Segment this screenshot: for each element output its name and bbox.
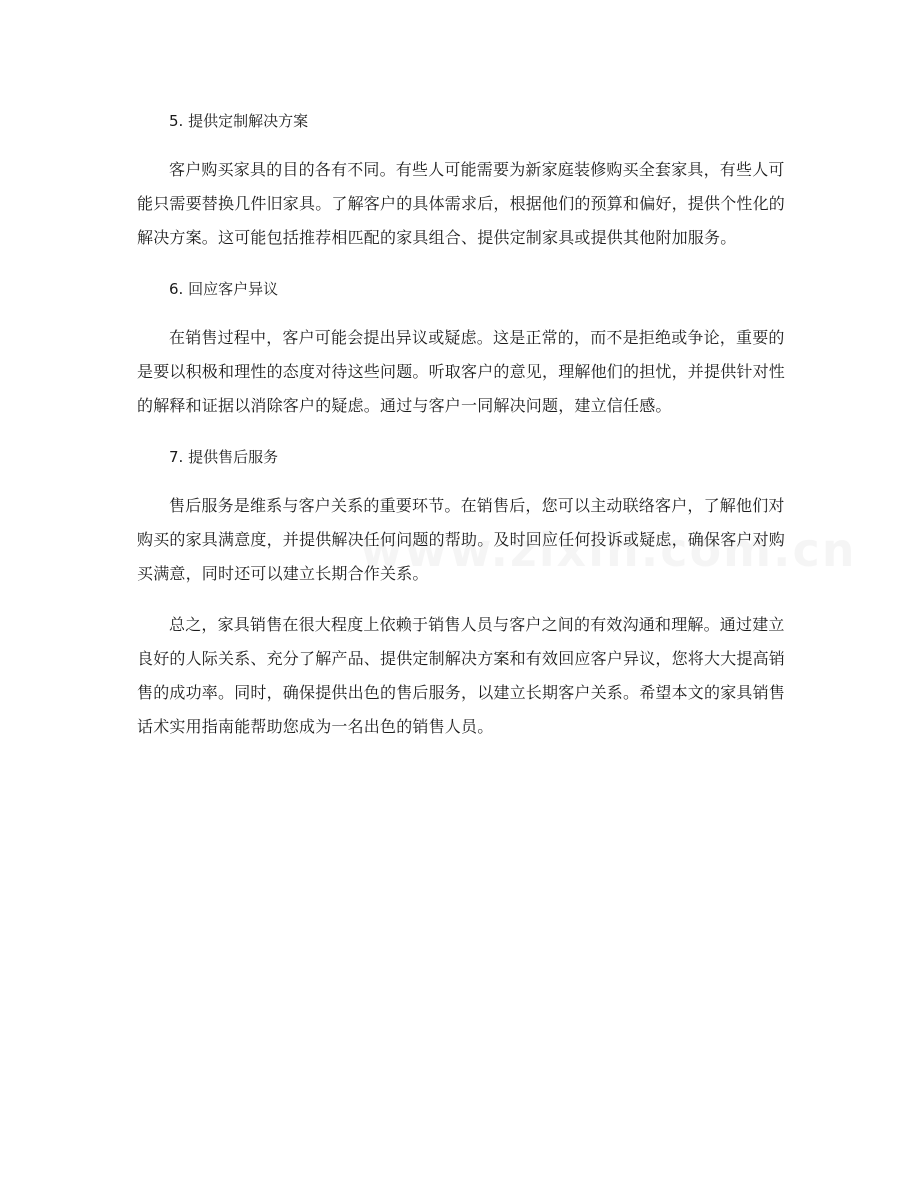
section-paragraph: 客户购买家具的目的各有不同。有些人可能需要为新家庭装修购买全套家具，有些人可能只需要替换几件旧家具。了解客户的具体需求后，根据他们的预算和偏好，提供个性化的解决方案。这可能包括推荐相匹配的家具组合、提供定制家具或提供其他附加服务。 <box>137 160 786 247</box>
conclusion-paragraph: 总之，家具销售在很大程度上依赖于销售人员与客户之间的有效沟通和理解。通过建立良好的人际关系、充分了解产品、提供定制解决方案和有效回应客户异议，您将大大提高销售的成功率。同时，确保提供出色的售后服务，以建立长期客户关系。希望本文的家具销售话术实用指南能帮助您成为一名出色的销售人员。 <box>137 615 786 736</box>
document-body <box>137 104 787 744</box>
section-paragraph: 售后服务是维系与客户关系的重要环节。在销售后，您可以主动联络客户，了解他们对购买的家具满意度，并提供解决任何问题的帮助。及时回应任何投诉或疑虑，确保客户对购买满意，同时还可以建立长期合作关系。 <box>137 496 786 583</box>
section-paragraph: 在销售过程中，客户可能会提出异议或疑虑。这是正常的，而不是拒绝或争论，重要的是要以积极和理性的态度对待这些问题。听取客户的意见，理解他们的担忧，并提供针对性的解释和证据以消除客户的疑虑。通过与客户一同解决问题，建立信任感。 <box>137 328 786 415</box>
section-heading: 5. 提供定制解决方案 <box>169 112 309 130</box>
section-heading: 6. 回应客户异议 <box>169 280 279 298</box>
section-heading: 7. 提供售后服务 <box>169 448 279 466</box>
